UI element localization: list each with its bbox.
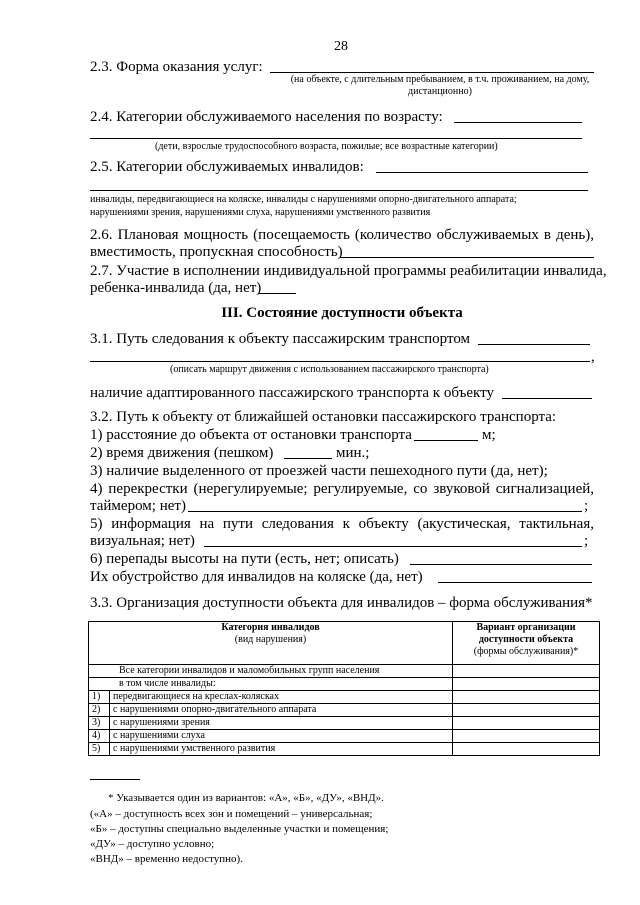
table-header-row [89, 622, 600, 665]
field-3-2-item5-input-line[interactable] [204, 546, 582, 547]
field-2-3-label: 2.3. Форма оказания услуг: [90, 59, 263, 75]
field-3-2-item5-line-1: 5) информация на пути следования к объекту (акустическая, тактильная, [90, 516, 594, 532]
field-3-2-item1: 1) расстояние до объекта от остановки транспорта [90, 427, 412, 443]
field-2-3-line[interactable] [270, 72, 594, 73]
table-cell-input[interactable] [453, 704, 600, 717]
table-header-category-title: Категория инвалидов [221, 622, 320, 633]
table-header-variant-title-2: доступности объекта [478, 634, 574, 645]
field-3-1-hint: (описать маршрут движения с использованием пассажирского транспорта) [170, 364, 489, 375]
field-3-3-title: 3.3. Организация доступности объекта для инвалидов – форма обслуживания* [90, 595, 593, 611]
table-header-variant-title-1: Вариант организации [476, 622, 576, 633]
table-row-incl: в том числе инвалиды: [89, 678, 453, 691]
field-3-1-line-a[interactable] [478, 344, 590, 345]
field-2-4-hint: (дети, взрослые трудоспособного возраста, пожилые; все возрастные категории) [155, 141, 498, 152]
table-row-label: с нарушениями зрения [110, 717, 453, 730]
table-header-variant-sub: (формы обслуживания)* [473, 646, 579, 657]
field-3-1-adapted: наличие адаптированного пассажирского транспорта к объекту [90, 385, 494, 401]
table-row-all: Все категории инвалидов и маломобильных групп населения [89, 665, 453, 678]
field-3-1-label: 3.1. Путь следования к объекту пассажирским транспортом [90, 331, 471, 347]
field-3-2-item7: Их обустройство для инвалидов на коляске (да, нет) [90, 569, 423, 585]
table-header-category [89, 622, 453, 665]
field-2-5-hint-2: нарушениями зрения, нарушениями слуха, нарушениями умственного развития [90, 207, 431, 218]
field-3-2-item3: 3) наличие выделенного от проезжей части пешеходного пути (да, нет); [90, 463, 548, 479]
table-row-num: 4) [89, 730, 110, 743]
table-cell-input[interactable] [453, 691, 600, 704]
field-2-7-input-line[interactable] [258, 293, 296, 294]
field-3-1-line-b[interactable] [90, 361, 590, 362]
table-cell-input[interactable] [453, 717, 600, 730]
table-row-label: с нарушениями опорно-двигательного аппарата [110, 704, 453, 717]
field-3-2-item4-line-1: 4) перекрестки (нерегулируемые; регулируемые, со звуковой сигнализацией, [90, 481, 594, 497]
field-2-4-line-a[interactable] [454, 122, 582, 123]
field-3-2-title: 3.2. Путь к объекту от ближайшей остановки пассажирского транспорта: [90, 409, 557, 425]
footnote-line-4: «ДУ» – доступно условно; [90, 838, 215, 850]
table-header-variant [453, 622, 600, 665]
footnote-line-2: («А» – доступность всех зон и помещений – универсальная; [90, 808, 373, 820]
field-3-2-item4-semicolon: ; [584, 498, 589, 514]
table-cell-input[interactable] [453, 743, 600, 756]
field-3-2-item1-line[interactable] [414, 440, 478, 441]
field-2-4-label: 2.4. Категории обслуживаемого населения по возрасту: [90, 109, 443, 125]
accessibility-table [88, 621, 600, 756]
table-row-label: передвигающиеся на креслах-колясках [110, 691, 453, 704]
field-3-1-adapted-line[interactable] [502, 398, 592, 399]
field-3-2-item5-semicolon: ; [584, 533, 589, 549]
section-3-heading: III. Состояние доступности объекта [221, 305, 463, 321]
field-2-3-hint: (на объекте, с длительным пребыванием, в т.ч. проживанием, на дому, дистанционно) [290, 74, 590, 97]
footnote-line-3: «Б» – доступны специально выделенные участки и помещения; [90, 823, 389, 835]
field-3-2-item5-line-2: визуальная; нет) [90, 533, 195, 549]
footnote-line-5: «ВНД» – временно недоступно). [90, 853, 243, 865]
table-cell-input[interactable] [453, 678, 600, 691]
table-row [89, 704, 600, 717]
table-row-num: 5) [89, 743, 110, 756]
field-2-6-input-line[interactable] [340, 257, 594, 258]
field-3-1-comma: , [591, 349, 595, 365]
page-number: 28 [334, 39, 348, 54]
table-row [89, 678, 600, 691]
field-2-6-line-2: вместимость, пропускная способность) [90, 244, 343, 260]
field-2-7-line-1: 2.7. Участие в исполнении индивидуальной программы реабилитации инвалида, [90, 263, 607, 279]
field-3-2-item6: 6) перепады высоты на пути (есть, нет; описать) [90, 551, 399, 567]
field-2-5-hint-1: инвалиды, передвигающиеся на коляске, инвалиды с нарушениями опорно-двигательного аппарата; [90, 194, 517, 205]
field-2-6-line-1: 2.6. Плановая мощность (посещаемость (количество обслуживаемых в день), [90, 227, 594, 243]
field-2-5-line-b[interactable] [90, 190, 588, 191]
table-header-category-sub: (вид нарушения) [234, 634, 307, 645]
footnote-line-1: * Указывается один из вариантов: «А», «Б», «ДУ», «ВНД». [108, 792, 384, 804]
footnote-separator [90, 779, 140, 780]
field-3-2-item2-unit: мин.; [336, 445, 370, 461]
field-2-5-label: 2.5. Категории обслуживаемых инвалидов: [90, 159, 364, 175]
table-row-num: 2) [89, 704, 110, 717]
table-row [89, 730, 600, 743]
table-row [89, 717, 600, 730]
table-row [89, 743, 600, 756]
field-3-2-item2: 2) время движения (пешком) [90, 445, 274, 461]
table-row-num: 3) [89, 717, 110, 730]
field-3-2-item4-line-2: таймером; нет) [90, 498, 186, 514]
field-2-7-line-2: ребенка-инвалида (да, нет) [90, 280, 262, 296]
field-3-2-item6-line[interactable] [410, 564, 592, 565]
field-3-2-item4-input-line[interactable] [188, 511, 582, 512]
table-cell-input[interactable] [453, 665, 600, 678]
table-cell-input[interactable] [453, 730, 600, 743]
field-2-4-line-b[interactable] [90, 138, 582, 139]
table-row-label: с нарушениями умственного развития [110, 743, 453, 756]
field-3-2-item1-unit: м; [482, 427, 496, 443]
field-3-2-item7-line[interactable] [438, 582, 592, 583]
table-row-label: с нарушениями слуха [110, 730, 453, 743]
table-row [89, 665, 600, 678]
field-3-2-item2-line[interactable] [284, 458, 332, 459]
table-row [89, 691, 600, 704]
field-2-5-line-a[interactable] [376, 172, 588, 173]
table-row-num: 1) [89, 691, 110, 704]
